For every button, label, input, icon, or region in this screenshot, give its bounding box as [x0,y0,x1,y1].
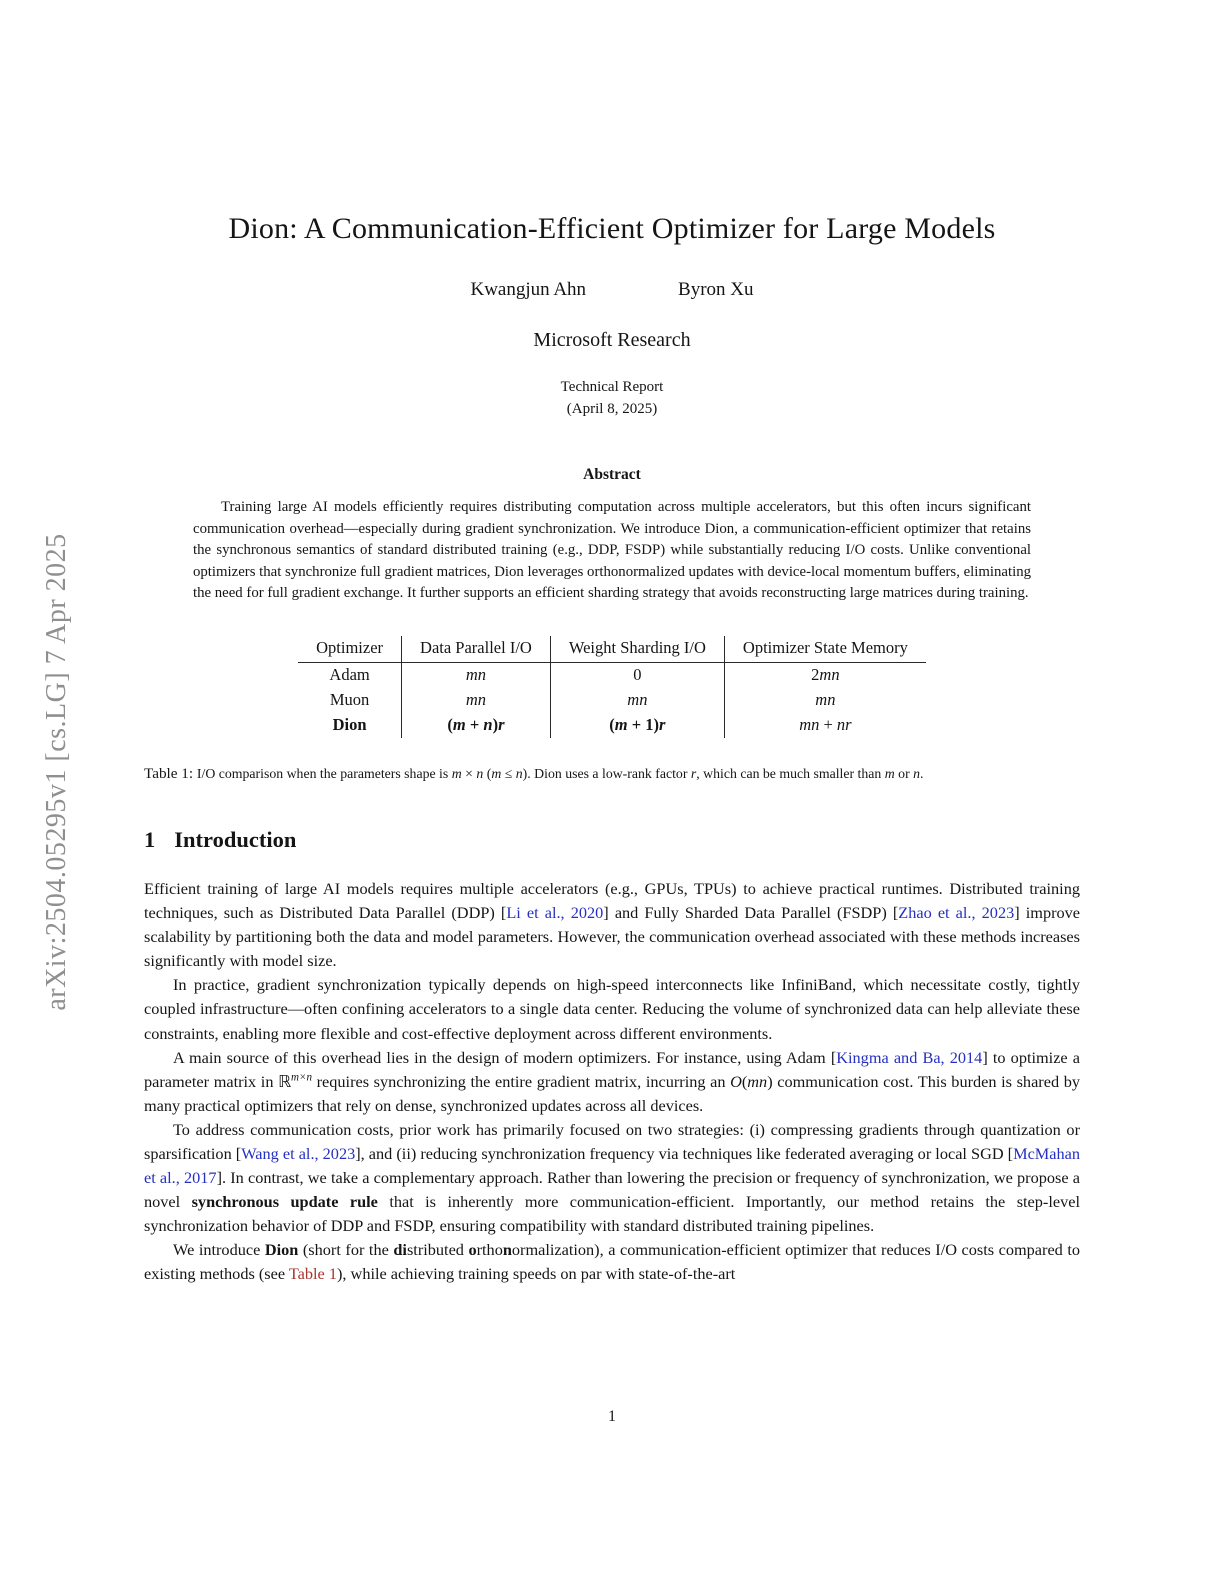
text-segment: communication cost. This burden is shared by many practical optimizers that rely on dense, synchronized updates across all devices. [144,1071,1080,1115]
text-segment: r [659,715,666,735]
text-segment: We introduce [173,1240,265,1260]
text-segment: mn [819,665,840,685]
text-segment: . [920,765,924,781]
table-cell [724,713,925,738]
text-segment: ) [492,715,499,735]
text-segment: ( [609,715,615,735]
author-name: Kwangjun Ahn [470,279,587,300]
text-segment: n [515,765,523,781]
text-segment: rtho [476,1240,503,1260]
table-cell [298,713,401,738]
abstract-heading: Abstract [583,466,641,483]
text-segment: or [894,765,914,781]
paper-title: Dion: A Communication-Efficient Optimizer for Large Models [228,212,996,245]
text-segment: n [913,765,921,781]
paragraph [144,973,1080,1045]
text-segment: + [465,715,484,735]
text-segment: Efficient training of large AI models requires multiple accelerators (e.g., GPUs, TPUs) to achieve practical runtimes. Distributed training techniques, such as Distributed Data Parallel (DDP) [ [144,878,1080,923]
text-segment: requires synchronizing the entire gradient matrix, incurring an [312,1071,731,1091]
text-segment: A main source of this overhead lies in the design of modern optimizers. For instance, using Adam [ [173,1047,837,1067]
text-segment: mn [465,690,487,710]
table-cell [724,688,925,713]
table-header-cell: Data Parallel I/O [402,636,551,663]
affiliation: Microsoft Research [533,329,691,351]
text-segment: m [884,765,895,781]
text-segment: mn [815,690,836,710]
text-segment: m [452,715,466,735]
text-segment: (short for the [298,1240,394,1260]
text-segment: n [502,1240,512,1260]
table-header-row [298,636,926,663]
text-segment: ( [447,715,453,735]
text-segment: ], and (ii) reducing synchronization frequency via techniques like federated averaging or local SGD [ [355,1144,1014,1163]
arxiv-watermark-text: arXiv:2504.05295v1 [cs.LG] 7 Apr 2025 [41,533,72,1011]
text-segment: ). Dion uses a low-rank factor [522,765,691,781]
io-table-container [144,636,1080,738]
paragraph [144,1046,1080,1118]
table-header-cell: Optimizer [298,636,401,663]
text-segment: di [393,1240,407,1260]
text-segment: ] improve scalability by partitioning both the data and model parameters. However, the communication overhead associated with these methods increases significantly with model size. [144,903,1081,971]
text-segment: 2 [811,665,820,685]
table-cell [402,713,551,738]
table-cell [550,688,724,713]
table-row [298,713,926,738]
table-cell [298,662,401,688]
text-segment: Dion [264,1240,299,1260]
citation-link[interactable]: Wang et al., 2023 [241,1144,356,1163]
text-segment: ]. In contrast, we take a complementary approach. Rather than lowering the precision or frequency of synchronization, we propose a novel [144,1168,1080,1212]
table-cell [298,688,401,713]
text-segment: stributed [406,1240,469,1260]
text-segment: ) [767,1071,773,1091]
report-type: Technical Report [560,379,664,395]
text-segment: m [614,715,628,735]
text-segment: r [498,715,505,735]
text-segment: Dion [332,715,367,735]
text-segment: n [476,765,484,781]
abstract-text: Training large AI models efficiently requires distributing computation across multiple accelerators, but this often incurs significant communication overhead—especially during gradient synchronization. We introduce Dion, a communication-efficient optimizer that retains the synchronous semantics of standard distributed training (e.g., DDP, FSDP) while substantially reducing I/O costs. Unlike conventional optimizers that synchronize full gradient matrices, Dion leverages orthonormalized updates with device-local momentum buffers, eliminating the need for full gradient exchange. It further supports an efficient sharding strategy that avoids reconstructing large matrices during training. [193,499,1031,602]
paper-content [144,212,1080,1287]
text-segment: ( [483,765,492,781]
text-segment: + [627,715,646,735]
text-segment: ormalization), a communication-efficient optimizer that reduces I/O costs compared to existing methods (see [144,1240,1081,1284]
text-segment: mn [799,715,820,735]
table-header-cell: Weight Sharding I/O [550,636,724,663]
citation-link[interactable]: Li et al., 2020 [506,903,604,923]
table-header-cell: Optimizer State Memory [724,636,925,663]
text-segment: ℝ [278,1071,291,1091]
page-number: 1 [608,1408,616,1425]
table-row [298,662,926,688]
text-segment: Muon [329,690,370,710]
text-segment: mn [747,1071,768,1091]
table-cell [550,713,724,738]
section-title: Introduction [174,826,297,852]
section-heading-introduction [144,827,1080,853]
text-segment: 0 [633,665,642,685]
text-segment: that is inherently more communication-efficient. Importantly, our method retains the step-level synchronization behavior of DDP and FSDP, ensuring compatibility with standard distributed training pipelines. [144,1192,1080,1236]
text-segment: Adam [329,665,370,685]
text-segment: ), while achieving training speeds on par with state-of-the-art [337,1264,736,1284]
table-cell [402,688,551,713]
text-segment: ≤ [501,765,516,781]
text-segment: O [730,1071,742,1091]
text-segment: n [483,715,493,735]
paragraph [144,1238,1080,1286]
text-segment: r [690,765,697,781]
text-segment: Table 1: [144,764,197,782]
citation-link[interactable]: McMahan et al., 2017 [144,1144,1081,1188]
table-caption [144,764,1080,783]
citation-link[interactable]: Zhao et al., 2023 [898,903,1015,923]
text-segment: , which can be much smaller than [696,765,885,781]
author-name: Byron Xu [678,279,754,300]
text-segment: m [491,765,502,781]
table-cell [402,662,551,688]
text-segment: nr [836,715,852,735]
table-row [298,688,926,713]
citation-link[interactable]: Kingma and Ba, 2014 [836,1047,983,1067]
text-segment: 1 [645,715,654,735]
text-segment: ] to optimize a parameter matrix in [144,1047,1080,1091]
paragraph [144,877,1080,973]
text-segment: + [819,715,837,735]
abstract-section [144,466,1080,605]
table-ref-link[interactable]: Table 1 [288,1264,337,1284]
text-segment: synchronous update rule [191,1192,378,1212]
text-segment: In practice, gradient synchronization typically depends on high-speed interconnects like InfiniBand, which necessitate costly, tightly coupled infrastructure—often confining accelerators to a single data center. Reducing the volume of synchronized data can help alleviate these constraints, enabling more flexible and cost-effective deployment across different environments. [144,975,1080,1043]
text-segment: To address communication costs, prior work has primarily focused on two strategies: (i) compressing gradients through quantization or sparsification [ [144,1119,1080,1163]
text-segment: ] and Fully Sharded Data Parallel (FSDP) [ [603,903,899,923]
author-list [144,279,1080,301]
section-number: 1 [144,826,156,852]
table-cell [550,662,724,688]
text-segment: × [461,765,477,781]
io-comparison-table [298,636,926,738]
text-segment: m [451,765,462,781]
text-segment: o [468,1240,477,1260]
table-cell [724,662,925,688]
text-segment: I/O comparison when the parameters shape is [196,765,452,781]
text-segment: m×n [290,1071,312,1084]
paragraph [144,1118,1080,1238]
text-segment: ) [653,715,660,735]
text-segment: mn [465,665,487,685]
text-segment: ( [741,1071,748,1091]
text-segment: mn [627,690,648,710]
report-date: (April 8, 2025) [566,401,658,417]
